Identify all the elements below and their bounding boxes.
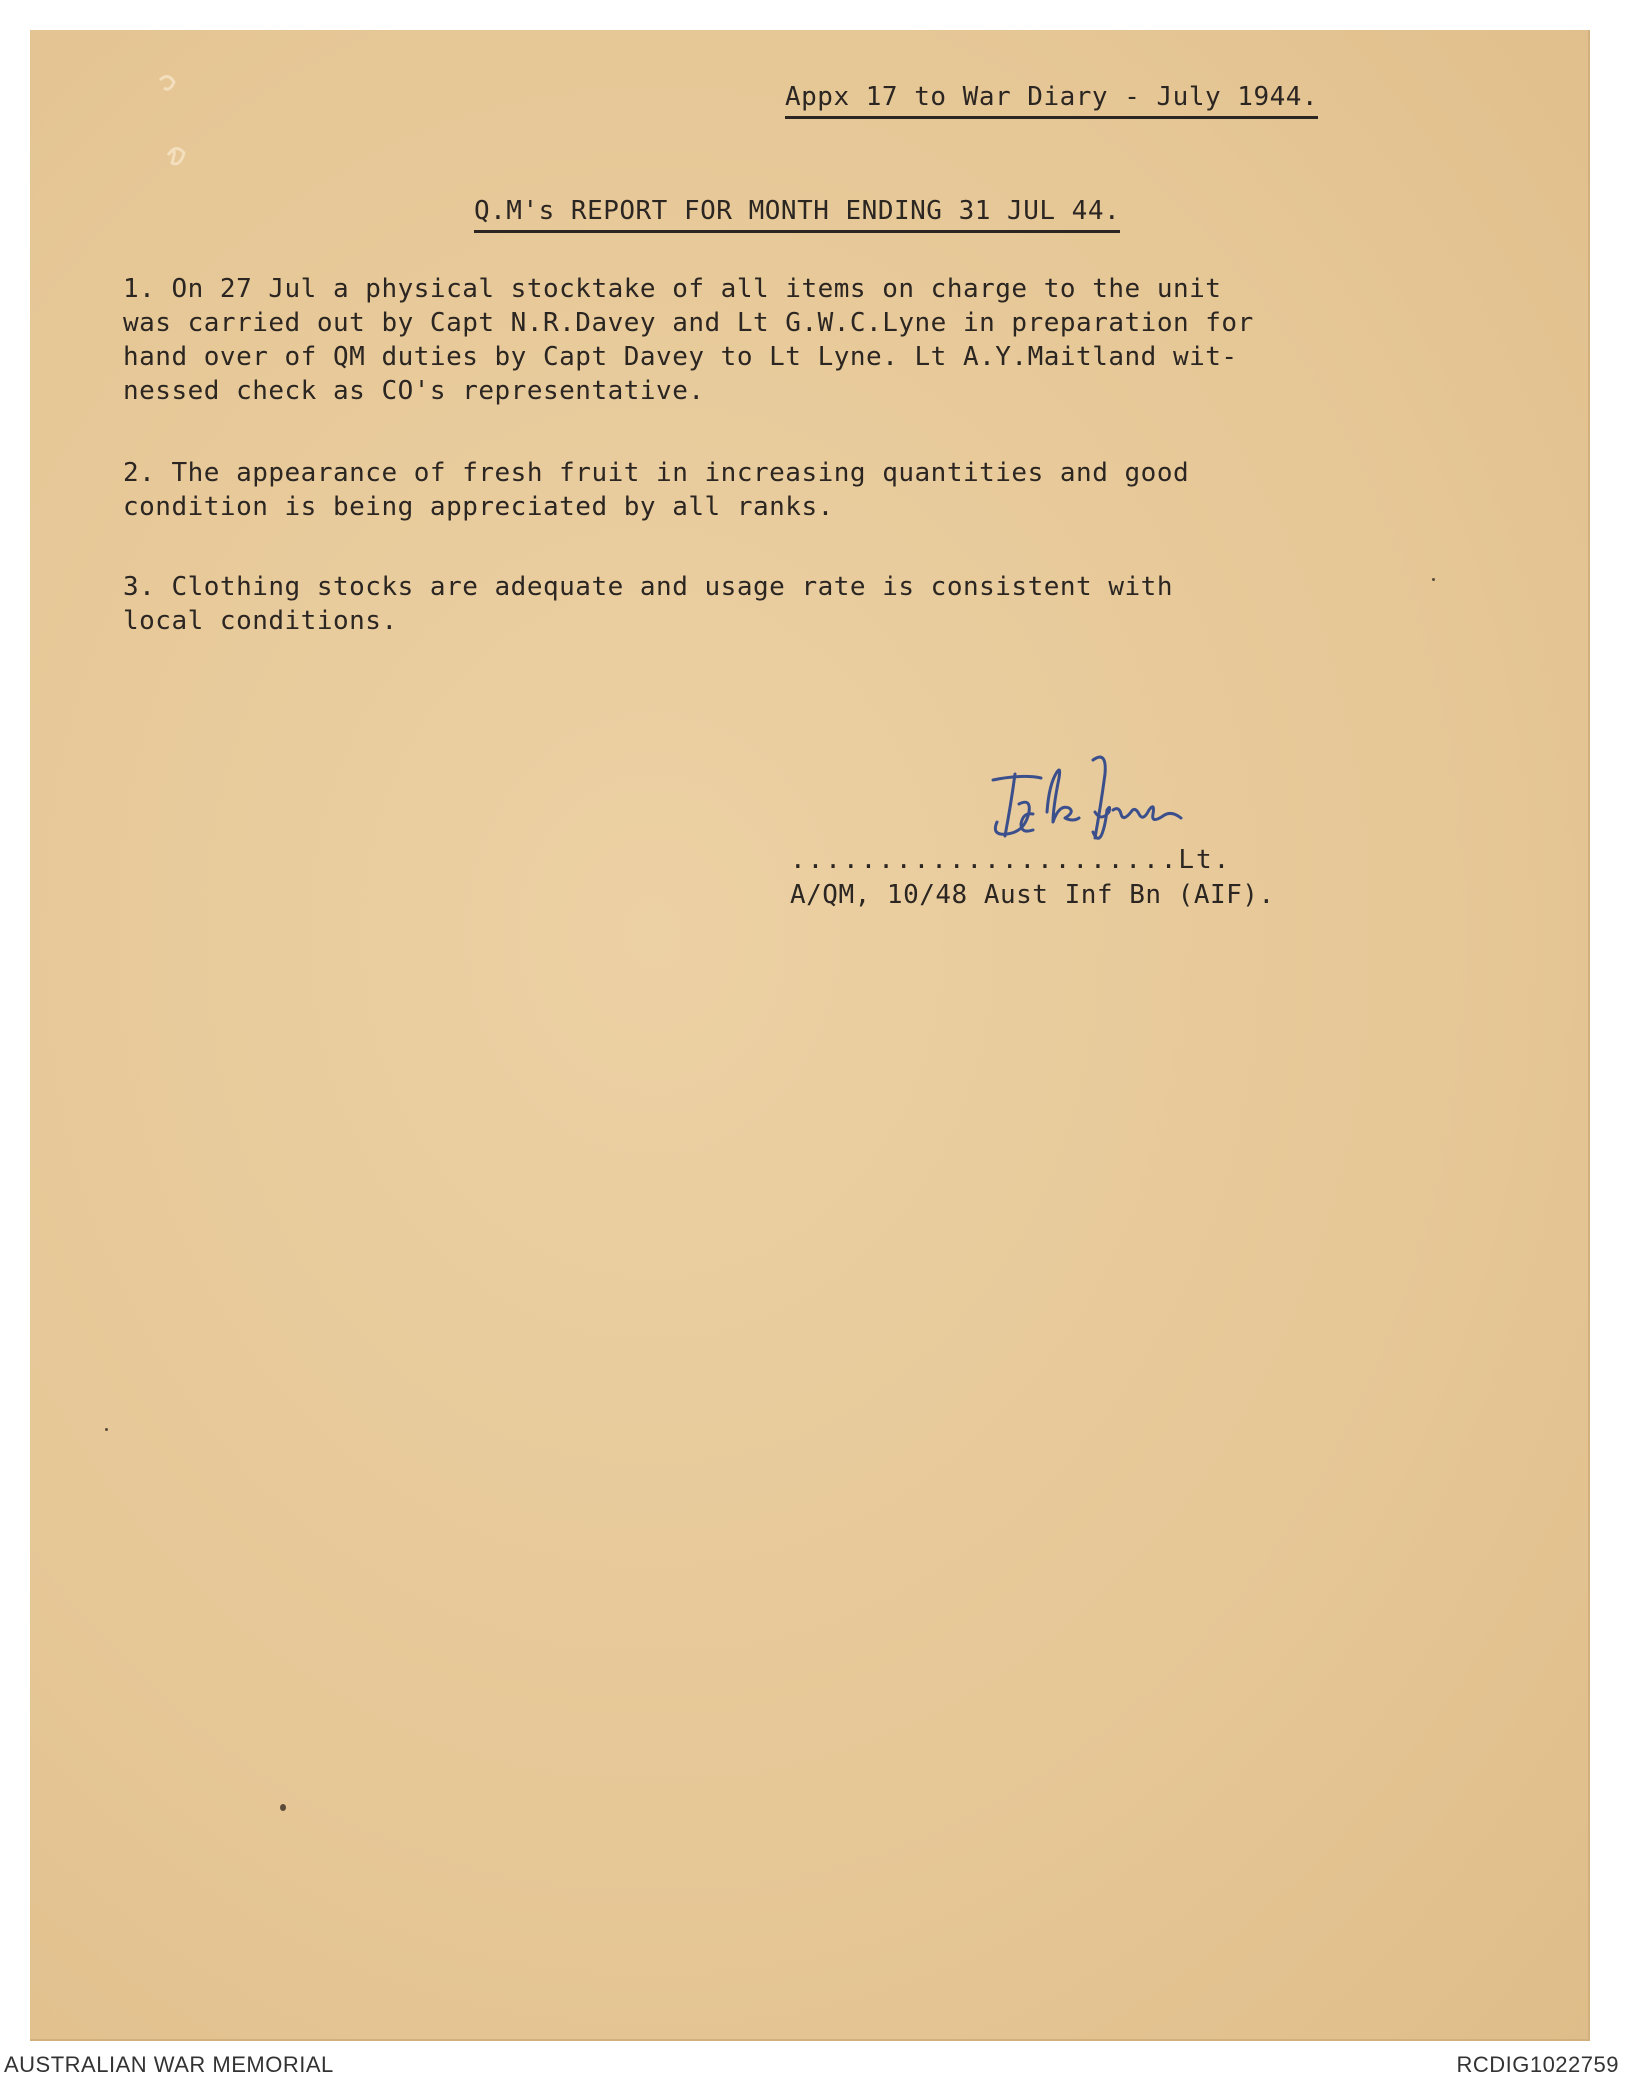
paragraph-3: 3. Clothing stocks are adequate and usage rate is consistent with local conditions. [123, 572, 1173, 636]
paper-emboss-mark [150, 60, 210, 180]
report-title: Q.M's REPORT FOR MONTH ENDING 31 JUL 44. [474, 196, 1120, 233]
paragraph-2: 2. The appearance of fresh fruit in increasing quantities and good condition is being appreciated by all ranks. [123, 458, 1190, 522]
footer-record-id: RCDIG1022759 [1456, 2052, 1619, 2077]
document-page [30, 30, 1590, 2041]
appendix-reference: Appx 17 to War Diary - July 1944. [785, 82, 1318, 119]
paper-speck [1432, 578, 1435, 581]
paper-speck [105, 1428, 108, 1431]
footer-archive-name: AUSTRALIAN WAR MEMORIAL [4, 2052, 334, 2077]
paper-speck [280, 1804, 286, 1811]
signature-dotted-line: ......................Lt. [790, 845, 1232, 875]
signatory-role: A/QM, 10/48 Aust Inf Bn (AIF). [790, 880, 1275, 910]
paragraph-1: 1. On 27 Jul a physical stocktake of all items on charge to the unit was carried out by Capt N.R.Davey and Lt G.W.C.Lyne in preparation for hand over of QM duties by Capt Davey to Lt Lyne. Lt A.Y.Maitland wit- nessed check as CO's representative. [123, 274, 1254, 406]
